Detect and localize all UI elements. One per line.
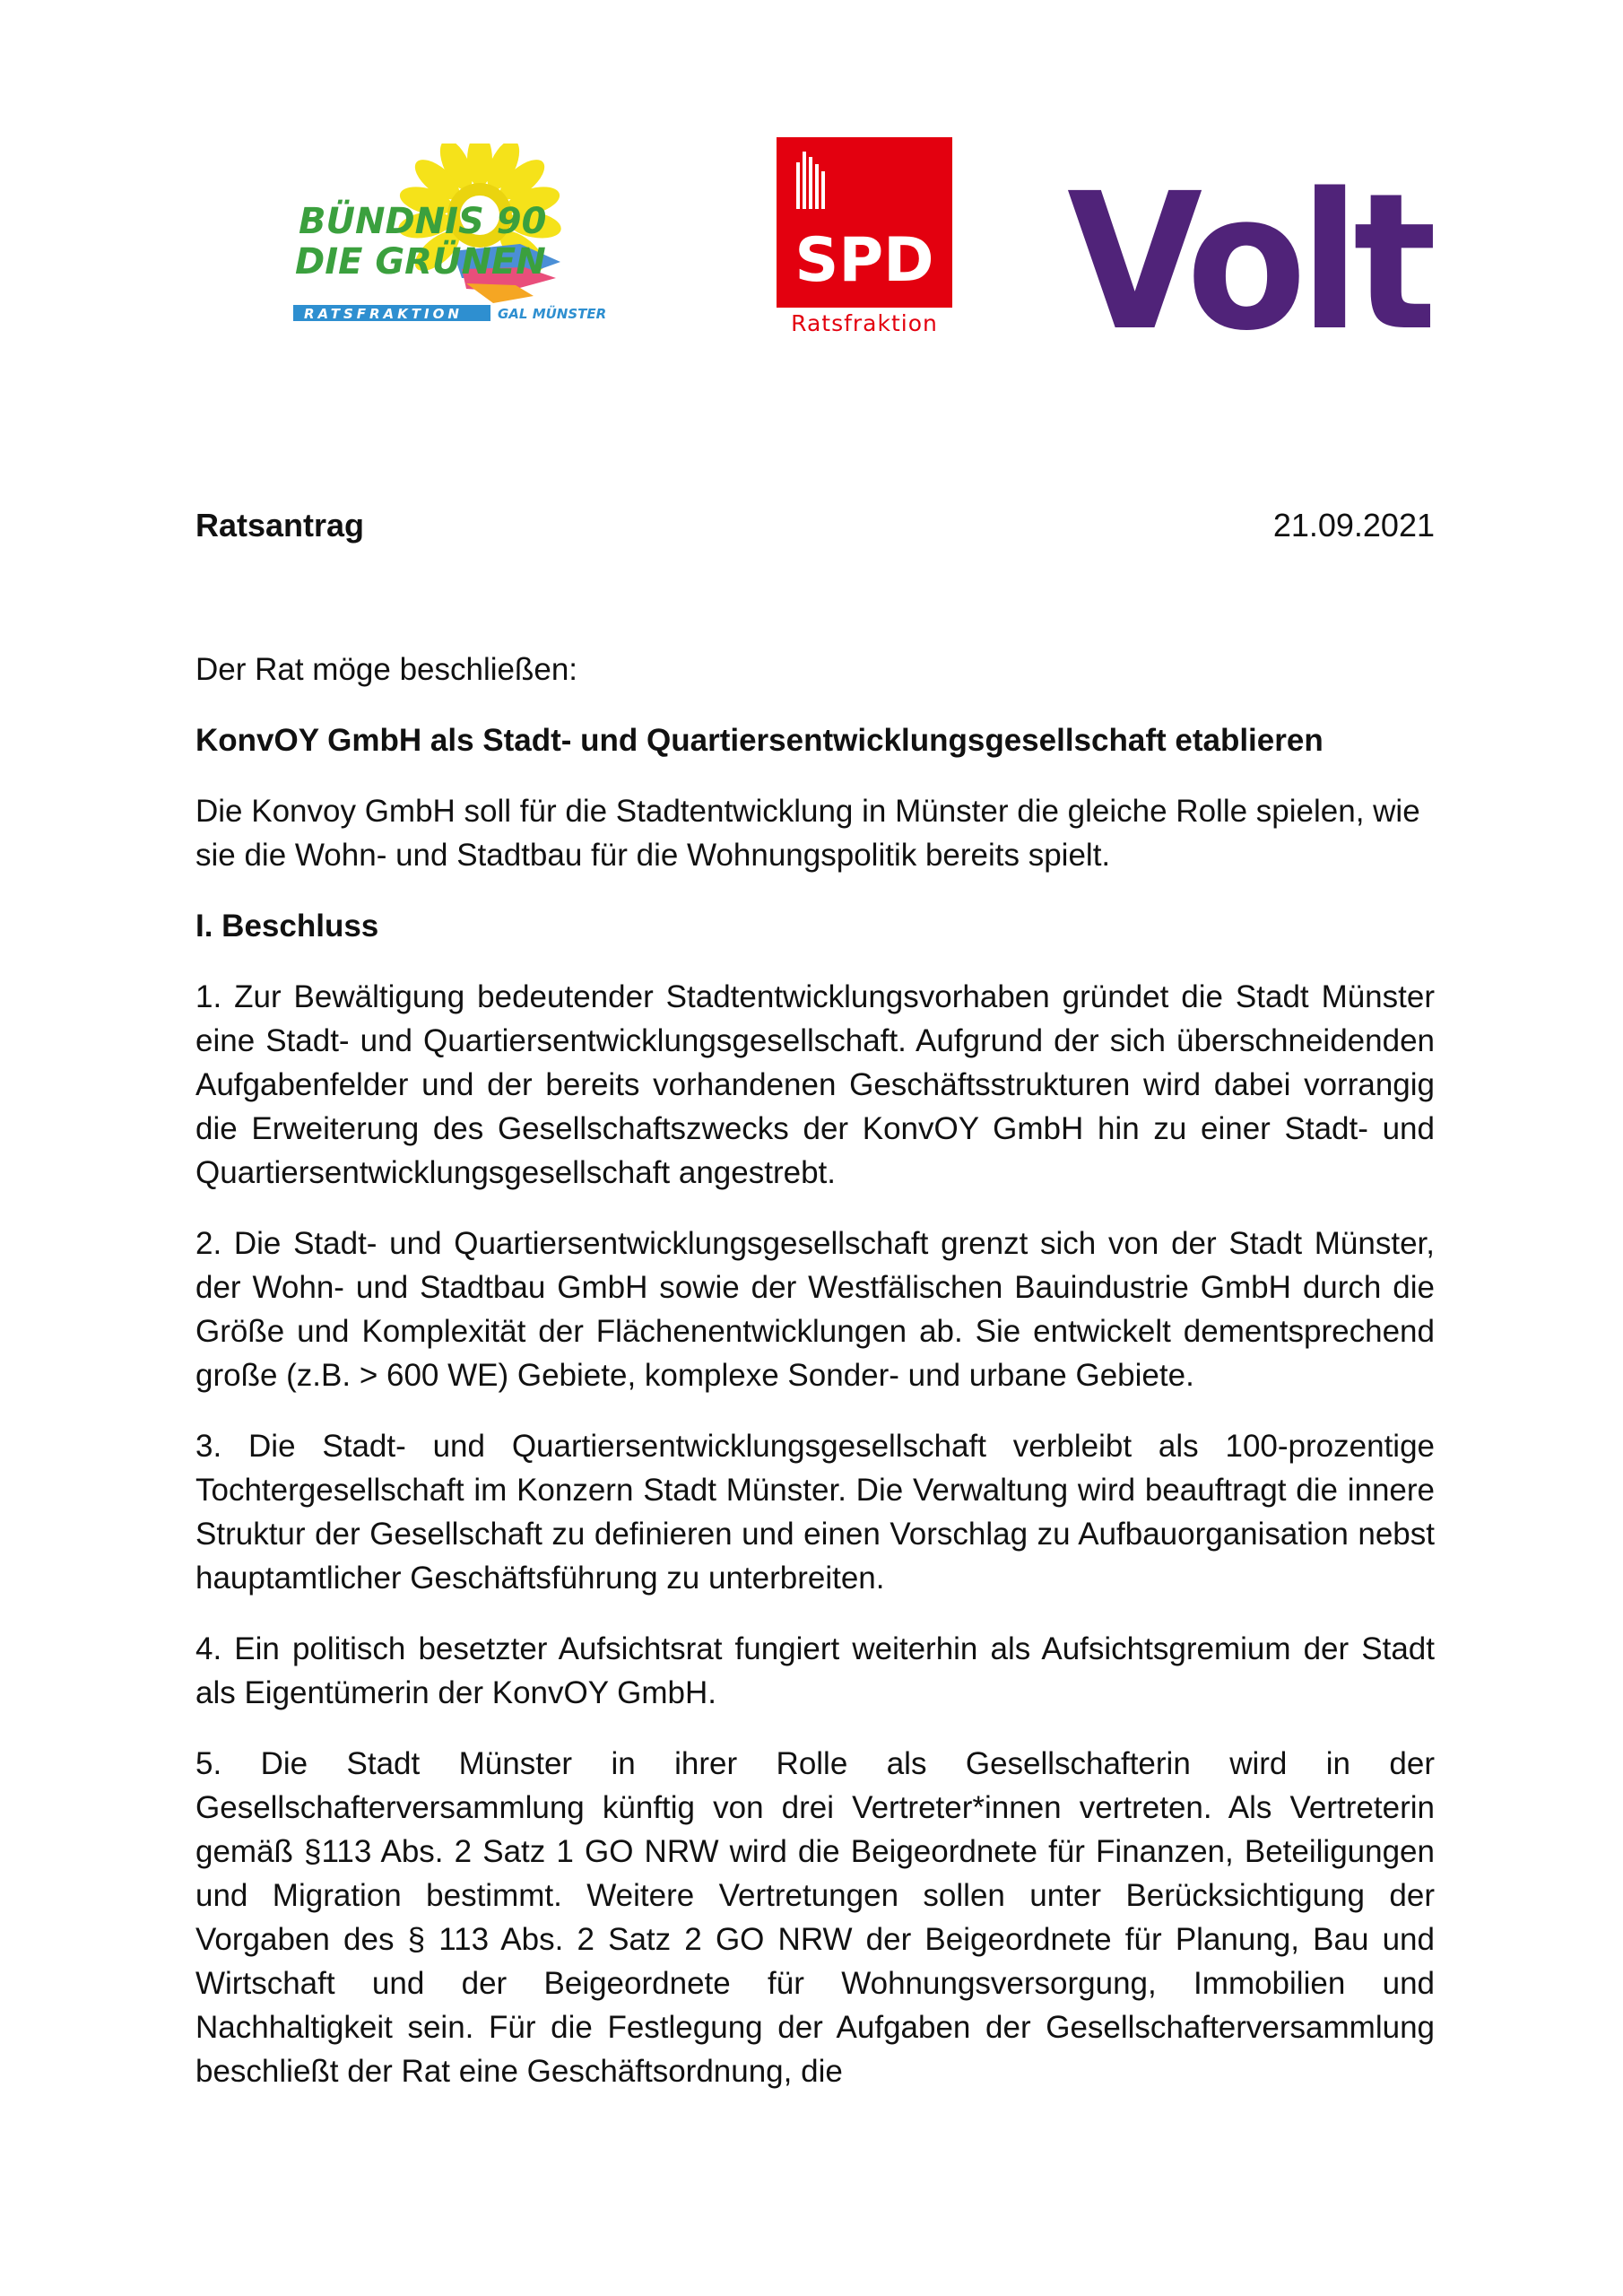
party-logos bbox=[0, 0, 1623, 377]
spd-name: SPD bbox=[794, 225, 934, 296]
document-date: 21.09.2021 bbox=[1272, 507, 1435, 544]
document-type: Ratsantrag bbox=[195, 507, 365, 544]
motion-summary: Die Konvoy GmbH soll für die Stadtentwicklung in Münster die gleiche Rolle spielen, wie sie die Wohn- und Stadtbau für die Wohnungspolitik bereits spielt. bbox=[195, 794, 1420, 873]
spd-ratsfraktion-logo bbox=[777, 137, 952, 338]
volt-logo bbox=[1067, 157, 1435, 345]
document-header bbox=[195, 507, 1435, 552]
resolution-point-1: 1. Zur Bewältigung bedeutender Stadtentwicklungsvorhaben gründet die Stadt Münster eine Stadt- und Quartiersentwicklungsgesellschaft. Aufgrund der sich überschneidenden Aufgabenfelder und der bereits vorhandenen Geschäftsstrukturen wird dabei vorrangig die Erweiterung des Gesellschaftszwecks der KonvOY GmbH hin zu einer Stadt- und Quartiersentwicklungsgesellschaft angestrebt. bbox=[195, 979, 1435, 1190]
gruene-line1: BÜNDNIS 90 bbox=[299, 201, 547, 242]
spd-sub: Ratsfraktion bbox=[791, 310, 938, 336]
gruene-line2: DIE GRÜNEN bbox=[295, 241, 546, 283]
intro-line: Der Rat möge beschließen: bbox=[195, 652, 578, 687]
motion-title: KonvOY GmbH als Stadt- und Quartiersentwicklungsgesellschaft etablieren bbox=[195, 723, 1324, 758]
volt-name: Volt bbox=[1067, 157, 1434, 345]
section-heading: I. Beschluss bbox=[195, 909, 379, 944]
resolution-point-2: 2. Die Stadt- und Quartiersentwicklungsgesellschaft grenzt sich von der Stadt Münster, der Wohn- und Stadtbau GmbH sowie der Westfälischen Bauindustrie GmbH durch die Größe und Komplexität der Flächenentwicklungen ab. Sie entwickelt dementsprechend große (z.B. > 600 WE) Gebiete, komplexe Sonder- und urbane Gebiete. bbox=[195, 1226, 1435, 1393]
resolution-point-5: 5. Die Stadt Münster in ihrer Rolle als Gesellschafterin wird in der Gesellschafterversammlung künftig von drei Vertreter*innen vertreten. Als Vertreterin gemäß §113 Abs. 2 Satz 1 GO NRW wird die Beigeordnete für Finanzen, Beteiligungen und Migration bestimmt. Weitere Vertretungen sollen unter Berücksichtigung der Vorgaben des § 113 Abs. 2 Satz 2 GO NRW der Beigeordnete für Planung, Bau und Wirtschaft und der Beigeordnete für Wohnungsversorgung, Immobilien und Nachhaltigkeit sein. Für die Festlegung der Aufgaben der Gesellschafterversammlung beschließt der Rat eine Geschäftsordnung, die bbox=[195, 1746, 1435, 2089]
resolution-point-3: 3. Die Stadt- und Quartiersentwicklungsgesellschaft verbleibt als 100-prozentige Tochtergesellschaft im Konzern Stadt Münster. Die Verwaltung wird beauftragt die innere Struktur der Gesellschaft zu definieren und einen Vorschlag zu Aufbauorganisation nebst hauptamtlicher Geschäftsführung zu unterbreiten. bbox=[195, 1429, 1435, 1596]
resolution-point-4: 4. Ein politisch besetzter Aufsichtsrat fungiert weiterhin als Aufsichtsgremium der Stadt als Eigentümerin der KonvOY GmbH. bbox=[195, 1631, 1435, 1710]
gruene-line3: RATSFRAKTION bbox=[304, 306, 463, 322]
gruene-ratsfraktion-logo bbox=[291, 144, 614, 336]
gruene-line4: GAL MÜNSTER bbox=[498, 306, 607, 322]
document-body bbox=[195, 648, 1435, 2213]
